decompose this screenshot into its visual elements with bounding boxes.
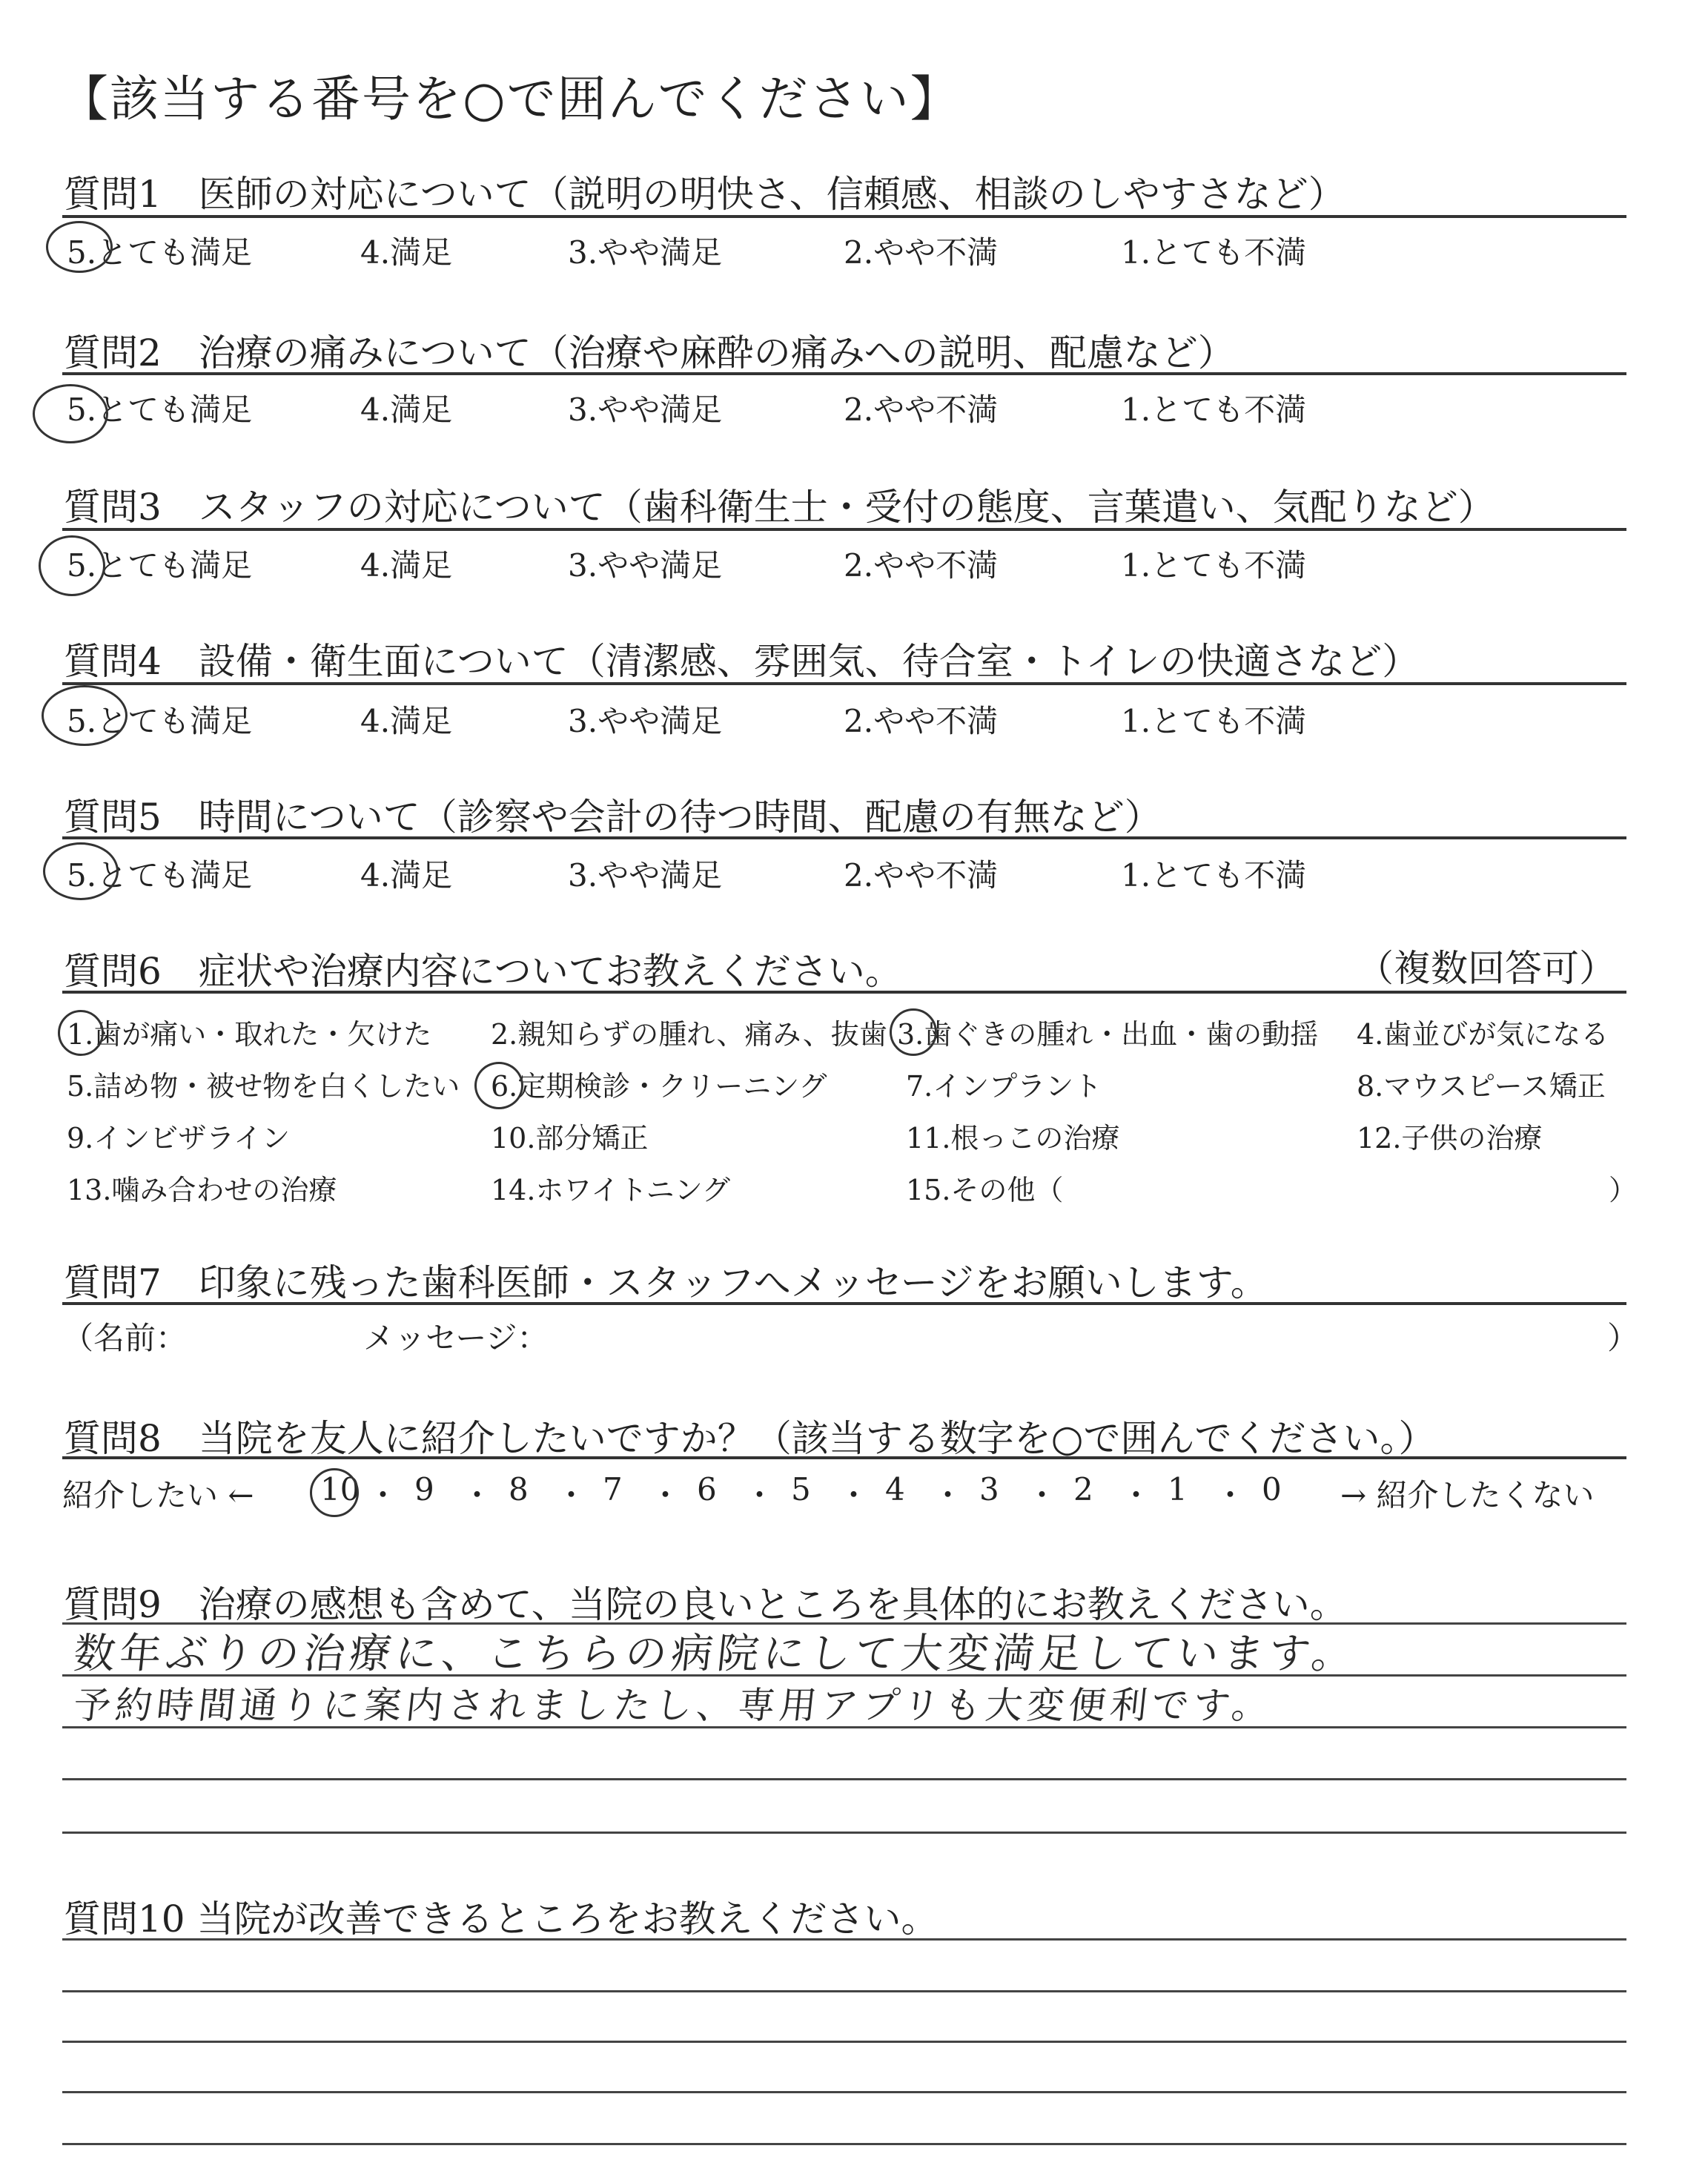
q6-selection-circle-6 xyxy=(474,1062,523,1109)
q8-scale-dot: ・ xyxy=(1026,1477,1058,1513)
question-8-title: 質問8 当院を友人に紹介したいですか？（該当する数字を○で囲んでください。） xyxy=(64,1417,1436,1460)
question-8-rule xyxy=(62,1456,1626,1459)
question-3-rule xyxy=(62,528,1626,531)
q8-scale-value-4[interactable]: 4 xyxy=(885,1471,905,1507)
q6-option-11[interactable]: 11.根っこの治療 xyxy=(906,1122,1120,1155)
q10-line-2 xyxy=(62,1990,1626,1992)
q5-option-1[interactable]: 1.とても不満 xyxy=(1121,857,1307,894)
q5-option-2[interactable]: 2.やや不満 xyxy=(844,857,999,894)
q6-option-7[interactable]: 7.インプラント xyxy=(906,1070,1102,1103)
q6-option-14[interactable]: 14.ホワイトニング xyxy=(491,1174,731,1206)
q7-message-label: メッセージ： xyxy=(363,1320,549,1356)
q6-option-6[interactable]: 6.定期検診・クリーニング xyxy=(491,1070,827,1103)
q5-option-3[interactable]: 3.やや満足 xyxy=(568,857,723,894)
q8-scale-dot: ・ xyxy=(1214,1477,1246,1513)
q9-line-4 xyxy=(62,1778,1626,1780)
question-2-title: 質問2 治療の痛みについて（治療や麻酔の痛みへの説明、配慮など） xyxy=(64,331,1235,374)
q8-scale-value-9[interactable]: 9 xyxy=(414,1471,434,1507)
q8-scale-dot: ・ xyxy=(838,1477,870,1513)
q10-line-4 xyxy=(62,2091,1626,2093)
q6-option-2[interactable]: 2.親知らずの腫れ、痛み、抜歯 xyxy=(491,1018,887,1051)
q8-scale-dot: ・ xyxy=(1120,1477,1152,1513)
q3-option-1[interactable]: 1.とても不満 xyxy=(1121,547,1307,584)
q8-scale-value-5[interactable]: 5 xyxy=(791,1471,811,1507)
q8-left-label: 紹介したい ← xyxy=(62,1477,254,1513)
q2-option-2[interactable]: 2.やや不満 xyxy=(844,392,999,428)
page-header: 【該当する番号を○で囲んでください】 xyxy=(59,70,961,128)
q8-scale-dot: ・ xyxy=(461,1477,493,1513)
q4-option-2[interactable]: 2.やや不満 xyxy=(844,703,999,739)
q2-option-1[interactable]: 1.とても不満 xyxy=(1121,392,1307,428)
q6-selection-circle-1 xyxy=(58,1010,104,1056)
q5-selection-circle xyxy=(43,842,119,900)
question-2-rule xyxy=(62,372,1626,375)
q6-option-10[interactable]: 10.部分矯正 xyxy=(491,1122,649,1155)
question-6-rule xyxy=(62,991,1626,994)
q2-option-3[interactable]: 3.やや満足 xyxy=(568,392,723,428)
q2-selection-circle xyxy=(33,384,108,443)
q6-selection-circle-3 xyxy=(890,1008,937,1056)
q7-close-paren: ） xyxy=(1607,1320,1639,1356)
question-7-title: 質問7 印象に残った歯科医師・スタッフへメッセージをお願いします。 xyxy=(64,1261,1268,1304)
q4-selection-circle xyxy=(42,685,128,746)
q6-option-1[interactable]: 1.歯が痛い・取れた・欠けた xyxy=(67,1018,432,1051)
q4-option-1[interactable]: 1.とても不満 xyxy=(1121,703,1307,739)
q8-scale-dot: ・ xyxy=(649,1477,681,1513)
question-9-title: 質問9 治療の感想も含めて、当院の良いところを具体的にお教えください。 xyxy=(64,1583,1347,1626)
q6-option-4[interactable]: 4.歯並びが気になる xyxy=(1357,1018,1609,1051)
q6-option-13[interactable]: 13.噛み合わせの治療 xyxy=(67,1174,337,1206)
q6-option-15-close: ） xyxy=(1609,1174,1638,1206)
q10-line-3 xyxy=(62,2041,1626,2043)
q8-scale-value-7[interactable]: 7 xyxy=(603,1471,623,1507)
q6-option-9[interactable]: 9.インビザライン xyxy=(67,1122,291,1155)
question-1-rule xyxy=(62,215,1626,218)
q1-option-3[interactable]: 3.やや満足 xyxy=(568,234,723,271)
q8-scale-dot: ・ xyxy=(932,1477,964,1513)
q5-option-5[interactable]: 5.とても満足 xyxy=(67,857,253,894)
q6-option-3[interactable]: 3.歯ぐきの腫れ・出血・歯の動揺 xyxy=(897,1018,1319,1051)
question-5-rule xyxy=(62,836,1626,839)
q6-option-15[interactable]: 15.その他（ xyxy=(906,1174,1064,1206)
q1-option-5[interactable]: 5.とても満足 xyxy=(67,234,253,271)
q9-line-5 xyxy=(62,1832,1626,1834)
q3-option-3[interactable]: 3.やや満足 xyxy=(568,547,723,584)
q8-selection-circle xyxy=(310,1468,359,1517)
q1-option-4[interactable]: 4.満足 xyxy=(360,234,453,271)
q8-scale-value-6[interactable]: 6 xyxy=(697,1471,717,1507)
question-3-title: 質問3 スタッフの対応について（歯科衛生士・受付の態度、言葉遣い、気配りなど） xyxy=(64,486,1495,529)
q4-option-5[interactable]: 5.とても満足 xyxy=(67,703,253,739)
q8-scale-dot: ・ xyxy=(555,1477,587,1513)
q4-option-3[interactable]: 3.やや満足 xyxy=(568,703,723,739)
q6-option-5[interactable]: 5.詰め物・被せ物を白くしたい xyxy=(67,1070,460,1103)
q8-scale-value-8[interactable]: 8 xyxy=(509,1471,529,1507)
question-6-title: 質問6 症状や治療内容についてお教えください。 xyxy=(64,950,902,993)
q2-option-4[interactable]: 4.満足 xyxy=(360,392,453,428)
q8-scale-dot: ・ xyxy=(744,1477,775,1513)
q1-option-1[interactable]: 1.とても不満 xyxy=(1121,234,1307,271)
q10-line-1 xyxy=(62,1938,1626,1941)
question-5-title: 質問5 時間について（診察や会計の待つ時間、配慮の有無など） xyxy=(64,796,1162,839)
q6-option-12[interactable]: 12.子供の治療 xyxy=(1357,1122,1543,1155)
question-10-title: 質問10 当院が改善できるところをお教えください。 xyxy=(64,1898,939,1941)
q3-option-4[interactable]: 4.満足 xyxy=(360,547,453,584)
q5-option-4[interactable]: 4.満足 xyxy=(360,857,453,894)
q3-selection-circle xyxy=(39,535,105,596)
question-4-rule xyxy=(62,682,1626,685)
question-7-rule xyxy=(62,1302,1626,1305)
q1-option-2[interactable]: 2.やや不満 xyxy=(844,234,999,271)
q8-scale-value-0[interactable]: 0 xyxy=(1262,1471,1282,1507)
q3-option-5[interactable]: 5.とても満足 xyxy=(67,547,253,584)
q8-scale-value-10[interactable]: 10 xyxy=(320,1471,360,1507)
q4-option-4[interactable]: 4.満足 xyxy=(360,703,453,739)
q7-name-label: （名前： xyxy=(62,1320,188,1356)
q8-scale-value-1[interactable]: 1 xyxy=(1168,1471,1188,1507)
q8-scale-value-3[interactable]: 3 xyxy=(979,1471,999,1507)
question-4-title: 質問4 設備・衛生面について（清潔感、雰囲気、待合室・トイレの快適さなど） xyxy=(64,640,1420,683)
q1-selection-circle xyxy=(46,221,113,273)
q8-scale-value-2[interactable]: 2 xyxy=(1073,1471,1093,1507)
q9-answer-line-1: 数年ぶりの治療に、こちらの病院にして大変満足しています。 xyxy=(71,1630,1360,1678)
question-1-title: 質問1 医師の対応について（説明の明快さ、信頼感、相談のしやすさなど） xyxy=(64,173,1345,216)
q6-option-8[interactable]: 8.マウスピース矯正 xyxy=(1357,1070,1606,1103)
q2-option-5[interactable]: 5.とても満足 xyxy=(67,392,253,428)
question-6-note: （複数回答可） xyxy=(1357,947,1616,990)
q9-answer-line-2: 予約時間通りに案内されましたし、専用アプリも大変便利です。 xyxy=(71,1684,1276,1727)
q8-right-label: → 紹介したくない xyxy=(1340,1477,1595,1513)
q8-scale-dot: ・ xyxy=(367,1477,399,1513)
q10-line-5 xyxy=(62,2143,1626,2145)
q3-option-2[interactable]: 2.やや不満 xyxy=(844,547,999,584)
